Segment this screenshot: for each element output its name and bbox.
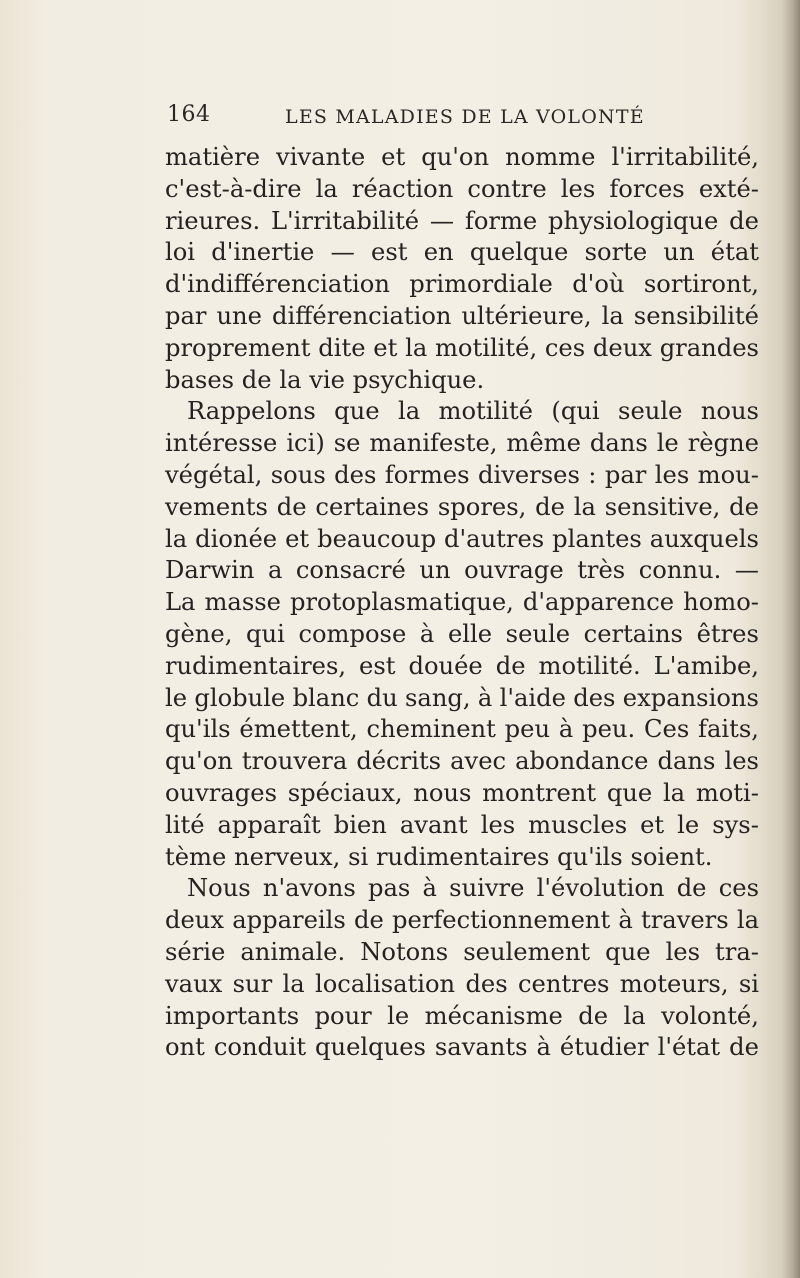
text-line: Nous n'avons pas à suivre l'évolution de ces [187,874,759,903]
text-line: rieures. L'irritabilité — forme physiologique de [165,206,759,235]
text-line: le globule blanc du sang, à l'aide des expansions [165,683,759,712]
text-line: matière vivante et qu'on nomme l'irritabilité, [165,143,759,171]
page-header [167,102,757,130]
running-head: LES MALADIES DE LA VOLONTÉ [285,106,645,128]
page-edge-shadow [782,0,800,1278]
text-line: tème nerveux, si rudimentaires qu'ils soient. [165,842,713,871]
text-line: qu'ils émettent, cheminent peu à peu. Ces faits, [165,715,759,744]
text-line: végétal, sous des formes diverses : par les mou- [165,460,759,489]
text-line: c'est-à-dire la réaction contre les forces exté- [165,174,759,203]
text-line: qu'on trouvera décrits avec abondance dans les [165,747,759,776]
text-line: vaux sur la localisation des centres moteurs, si [165,969,759,998]
text-line: par une différenciation ultérieure, la sensibilité [165,301,759,330]
text-line: importants pour le mécanisme de la volonté, [165,1001,759,1030]
text-line: rudimentaires, est douée de motilité. L'amibe, [165,651,759,680]
text-line: loi d'inertie — est en quelque sorte un état [165,238,759,267]
text-line: proprement dite et la motilité, ces deux grandes [165,333,759,362]
text-line: bases de la vie psychique. [165,365,485,394]
text-line: lité apparaît bien avant les muscles et le sys- [165,810,759,839]
text-line: ouvrages spéciaux, nous montrent que la moti- [165,778,759,807]
text-line: intéresse ici) se manifeste, même dans le règne [165,429,759,458]
text-line: deux appareils de perfectionnement à travers la [165,906,759,935]
text-line: Rappelons que la motilité (qui seule nous [187,397,759,426]
text-line: Darwin a consacré un ouvrage très connu. — [165,556,759,585]
text-line: ont conduit quelques savants à étudier l'état de [165,1033,759,1062]
text-line: la dionée et beaucoup d'autres plantes auxquels [165,524,759,553]
text-line: vements de certaines spores, de la sensitive, de [165,492,759,521]
text-line: d'indifférenciation primordiale d'où sortiront, [165,270,759,299]
body-text [165,142,759,1064]
text-line: La masse protoplasmatique, d'apparence homo- [165,588,759,617]
text-line: série animale. Notons seulement que les tra- [165,937,759,966]
page-number: 164 [167,102,211,127]
text-line: gène, qui compose à elle seule certains êtres [165,619,759,648]
